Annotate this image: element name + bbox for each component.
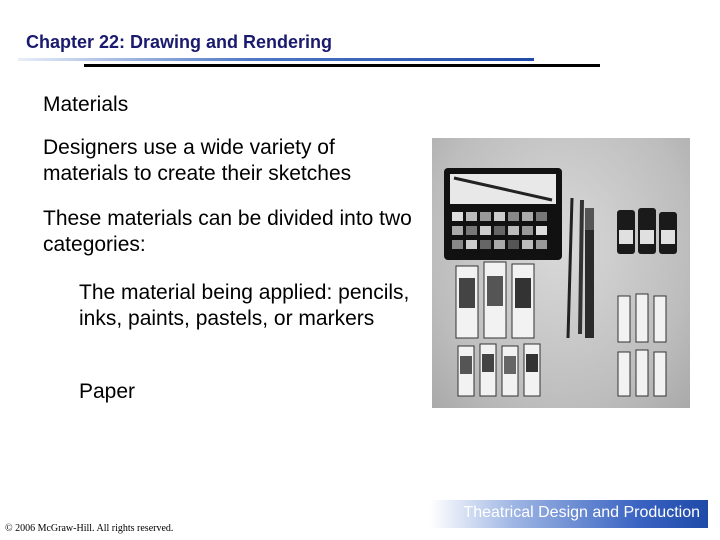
brush-1	[568, 198, 572, 338]
art-supplies-photo	[432, 138, 690, 408]
large-paint-tubes	[456, 262, 534, 338]
sub-bullet-2: Paper	[79, 380, 136, 403]
sub-bullet-1: The material being applied: pencils, inks, paints, pastels, or markers	[79, 281, 410, 330]
chapter-title: Chapter 22: Drawing and Rendering	[26, 32, 333, 52]
title-rule-black	[84, 64, 600, 67]
footer-book-title: Theatrical Design and Production	[463, 504, 700, 521]
brush-2	[580, 200, 582, 334]
ink-bottles	[617, 208, 677, 254]
brush-3-tip	[585, 208, 594, 230]
art-supplies-illustration	[432, 138, 690, 408]
bullet-1: Designers use a wide variety of materials to create their sketches	[43, 136, 352, 185]
paint-pans	[452, 212, 547, 249]
section-heading: Materials	[43, 93, 129, 116]
copyright-notice: © 2006 McGraw-Hill. All rights reserved.	[5, 523, 174, 534]
bullet-2: These materials can be divided into two categories:	[43, 207, 412, 256]
title-rule-gradient	[18, 58, 534, 61]
